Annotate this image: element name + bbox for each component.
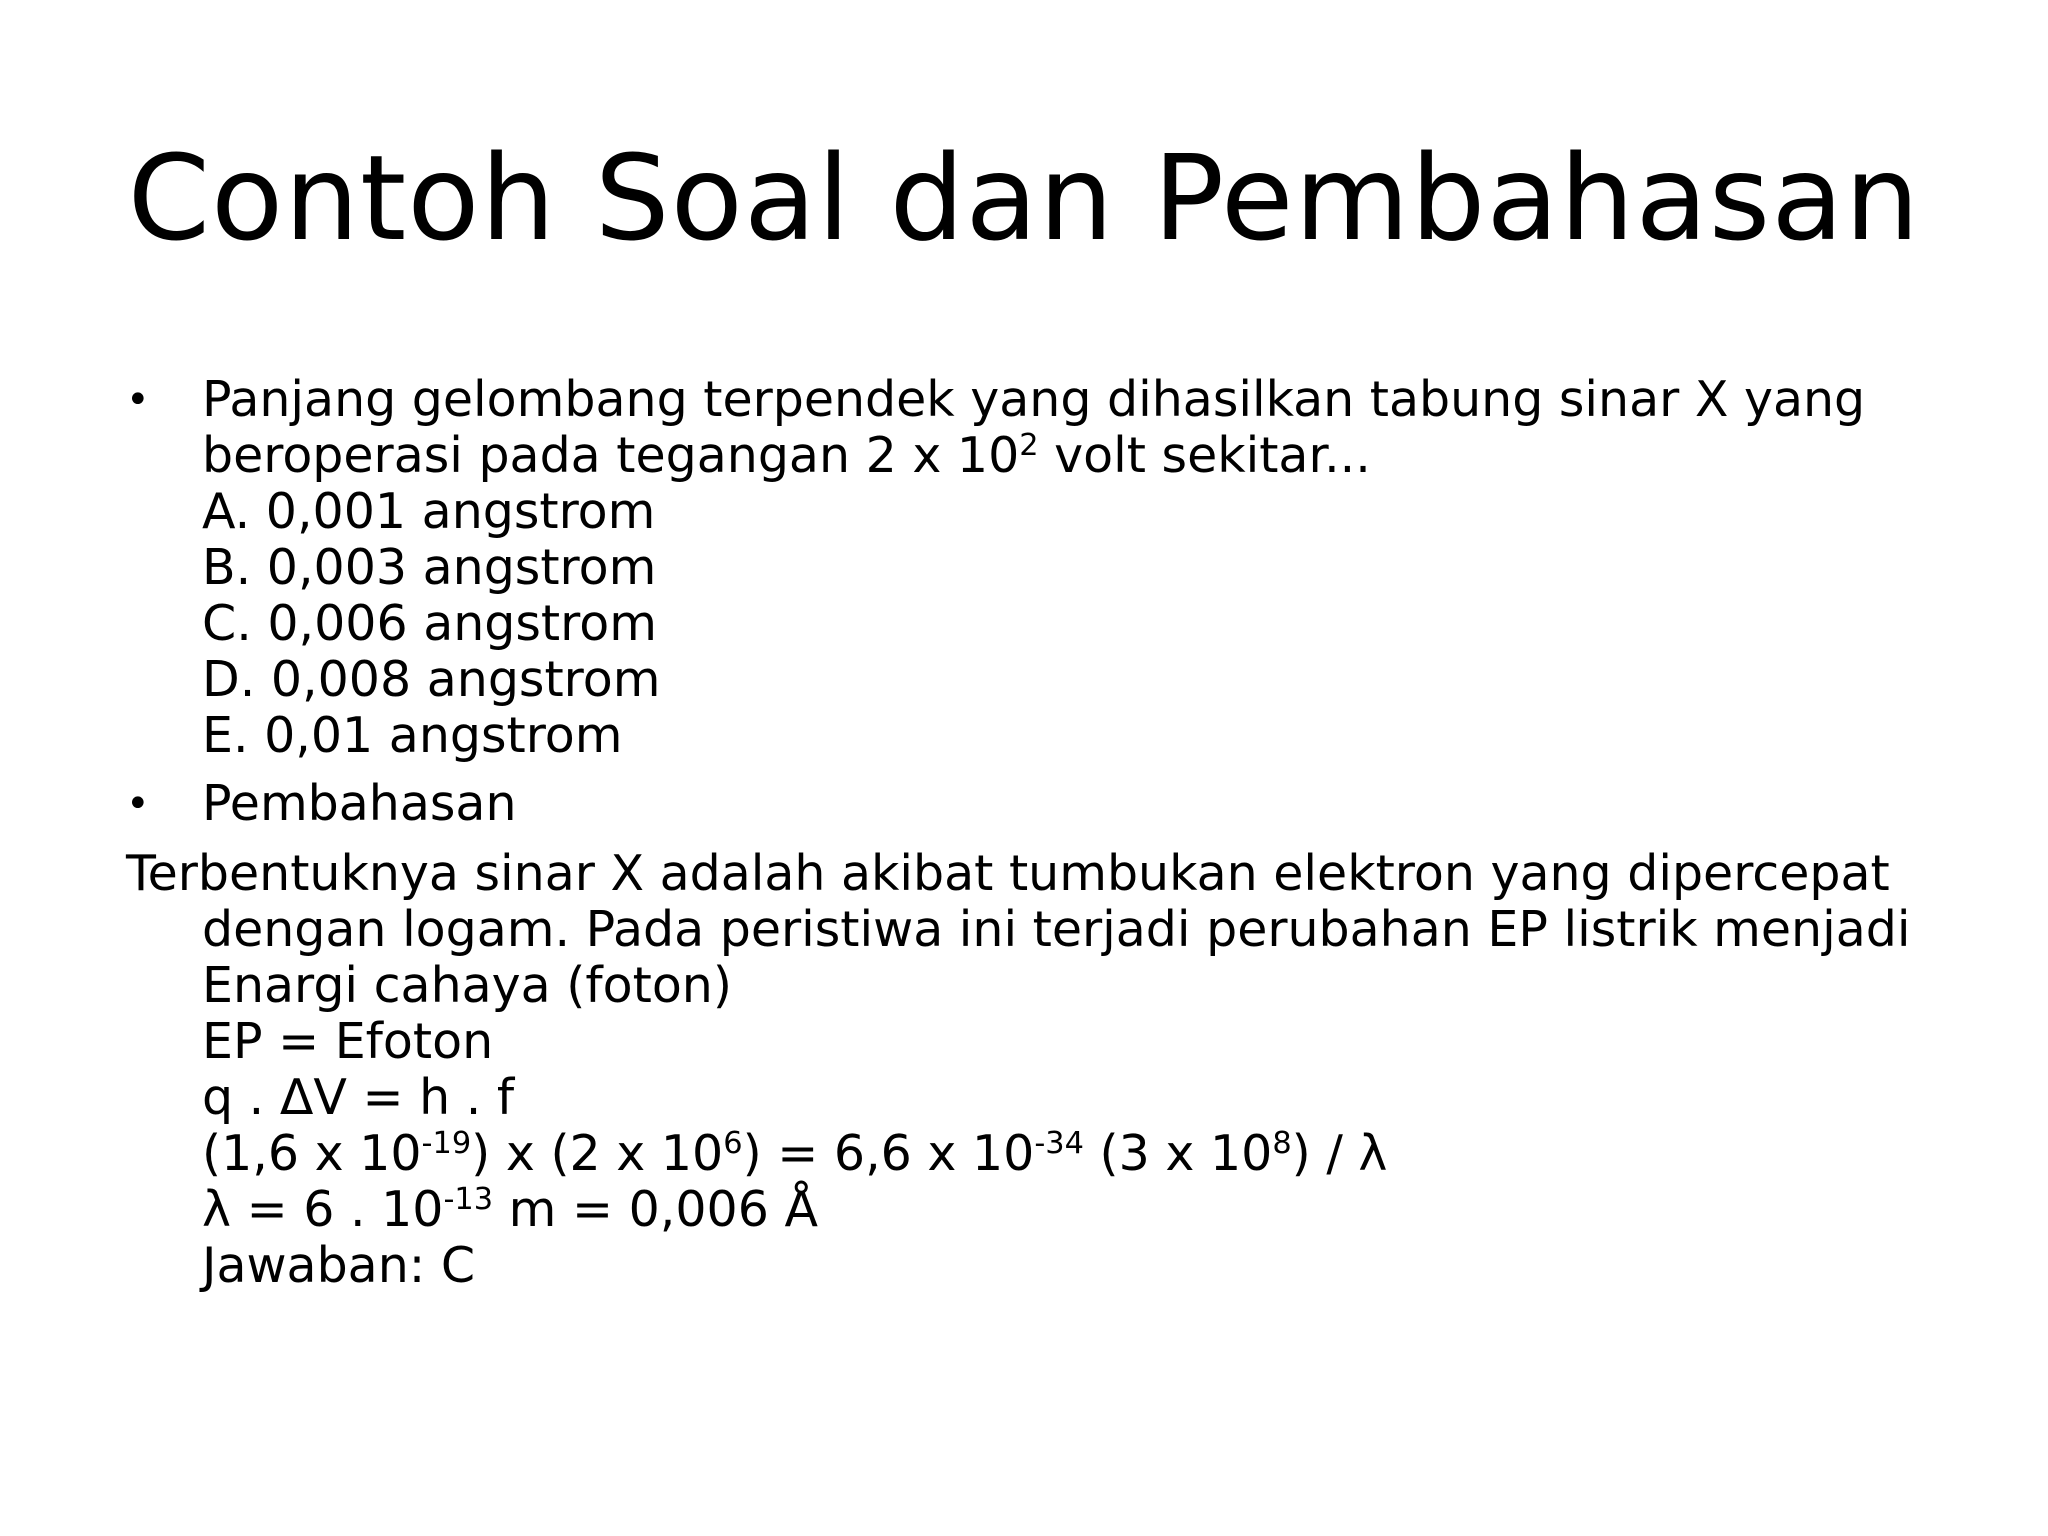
option-b: B. 0,003 angstrom bbox=[202, 539, 657, 596]
question-bullet: • bbox=[126, 377, 150, 423]
superscript: -13 bbox=[443, 1182, 494, 1218]
superscript: 8 bbox=[1272, 1126, 1292, 1162]
question-line-2: beroperasi pada tegangan 2 x $10^2$ volt sekitar... bbox=[202, 427, 1371, 484]
result-line: λ = 6 . $10^{-13}$ m = 0,006 Å bbox=[202, 1181, 818, 1238]
discussion-line-1: Terbentuknya sinar X adalah akibat tumbukan elektron yang dipercepat bbox=[126, 845, 1890, 902]
slide-title: Contoh Soal dan Pembahasan bbox=[127, 129, 1921, 267]
discussion-line-2: dengan logam. Pada peristiwa ini terjadi perubahan EP listrik menjadi bbox=[202, 901, 1911, 958]
option-d: D. 0,008 angstrom bbox=[202, 651, 661, 708]
discussion-heading: Pembahasan bbox=[202, 775, 517, 832]
superscript: 6 bbox=[723, 1126, 743, 1162]
superscript: 2 bbox=[1019, 428, 1039, 464]
superscript: -34 bbox=[1034, 1126, 1084, 1162]
answer-line: Jawaban: C bbox=[202, 1237, 476, 1294]
discussion-line-5: q . ΔV = h . f bbox=[202, 1069, 515, 1126]
superscript: -19 bbox=[421, 1126, 472, 1162]
discussion-bullet: • bbox=[126, 781, 150, 827]
option-e: E. 0,01 angstrom bbox=[202, 707, 623, 764]
option-c: C. 0,006 angstrom bbox=[202, 595, 657, 652]
discussion-line-3: Enargi cahaya (foton) bbox=[202, 957, 732, 1014]
discussion-line-4: EP = Efoton bbox=[202, 1013, 494, 1070]
option-a: A. 0,001 angstrom bbox=[202, 483, 656, 540]
equation-line: (1,6 x $10^{-19}$) x (2 x $10^6) = 6,6$ x $10^{-34}$ (3 x $10^8$) / λ bbox=[202, 1125, 1388, 1182]
question-line-1: Panjang gelombang terpendek yang dihasilkan tabung sinar X yang bbox=[202, 371, 1866, 428]
